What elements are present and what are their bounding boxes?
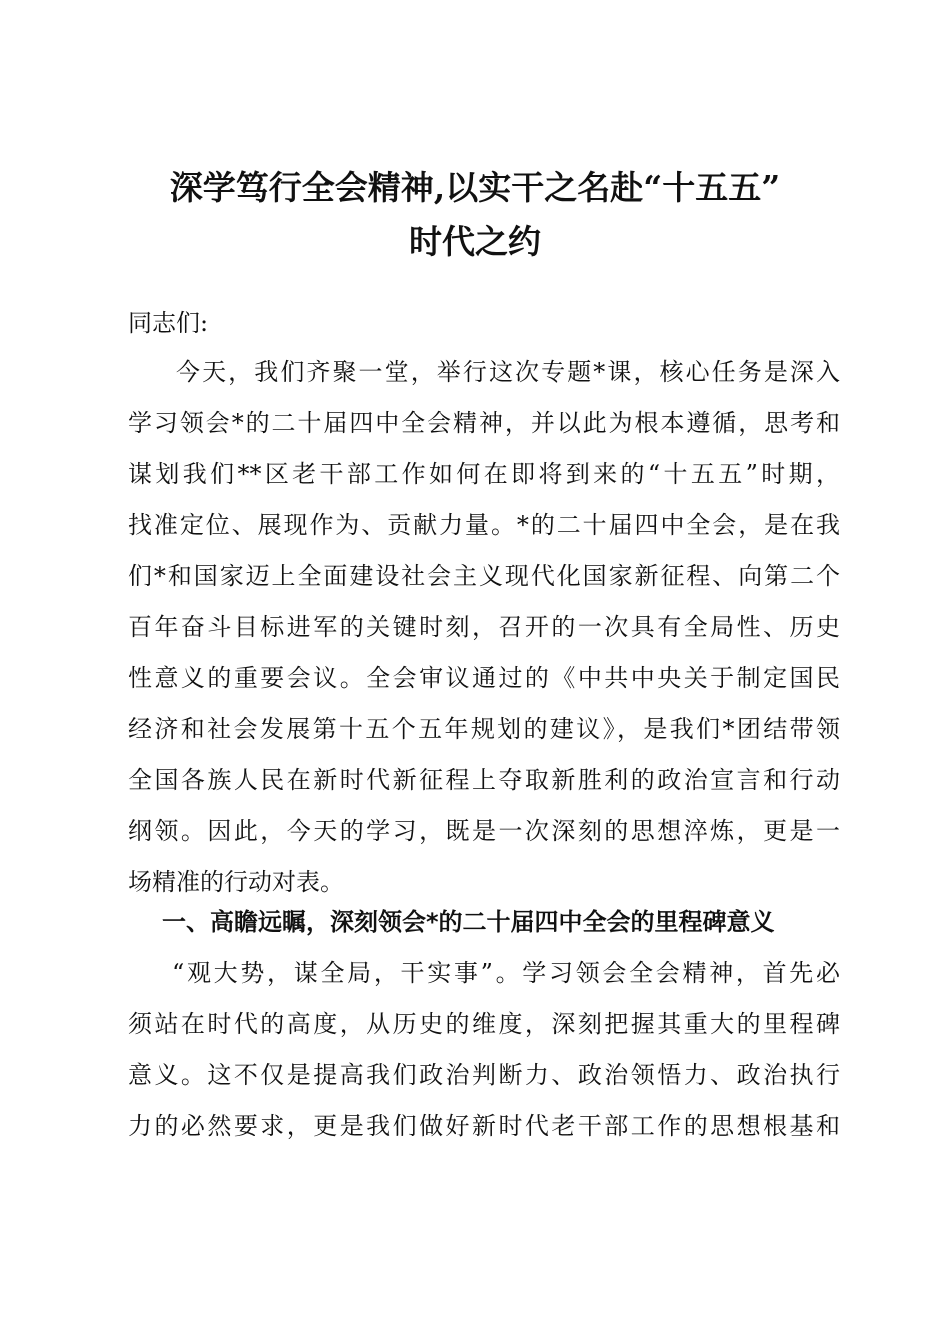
paragraph-2 [128, 948, 840, 1152]
paragraph-1 [128, 347, 840, 908]
paragraph-1-line: 找准定位、展现作为、贡献力量。*的二十届四中全会，是在我 [128, 511, 840, 539]
paragraph-1-line: 学习领会*的二十届四中全会精神，并以此为根本遵循，思考和 [128, 409, 840, 437]
paragraph-2-line: 意义。这不仅是提高我们政治判断力、政治领悟力、政治执行 [128, 1061, 840, 1089]
paragraph-1-line: 纲领。因此，今天的学习，既是一次深刻的思想淬炼，更是一 [128, 817, 840, 845]
document-title-line-1: 深学笃行全会精神,以实干之名赴“十五五” [169, 168, 781, 207]
salutation: 同志们: [128, 309, 209, 337]
paragraph-1-line: 谋划我们**区老干部工作如何在即将到来的“十五五”时期， [128, 460, 840, 488]
paragraph-1-line: 场精准的行动对表。 [128, 868, 344, 896]
paragraph-2-line: “观大势，谋全局，干实事”。学习领会全会精神，首先必 [172, 959, 840, 987]
paragraph-1-line: 们*和国家迈上全面建设社会主义现代化国家新征程、向第二个 [128, 562, 840, 590]
paragraph-1-line: 经济和社会发展第十五个五年规划的建议》，是我们*团结带领 [128, 715, 840, 743]
document-title-line-2: 时代之约 [409, 222, 541, 261]
paragraph-1-line: 全国各族人民在新时代新征程上夺取新胜利的政治宣言和行动 [128, 766, 840, 794]
paragraph-2-line: 须站在时代的高度，从历史的维度，深刻把握其重大的里程碑 [128, 1010, 840, 1038]
paragraph-1-line: 性意义的重要会议。全会审议通过的《中共中央关于制定国民 [128, 664, 840, 692]
paragraph-1-line: 今天，我们齐聚一堂，举行这次专题*课，核心任务是深入 [176, 358, 840, 386]
paragraph-2-line: 力的必然要求，更是我们做好新时代老干部工作的思想根基和 [128, 1112, 840, 1140]
paragraph-1-line: 百年奋斗目标进军的关键时刻，召开的一次具有全局性、历史 [128, 613, 840, 641]
section-heading: 一、高瞻远瞩，深刻领会*的二十届四中全会的里程碑意义 [162, 908, 775, 936]
